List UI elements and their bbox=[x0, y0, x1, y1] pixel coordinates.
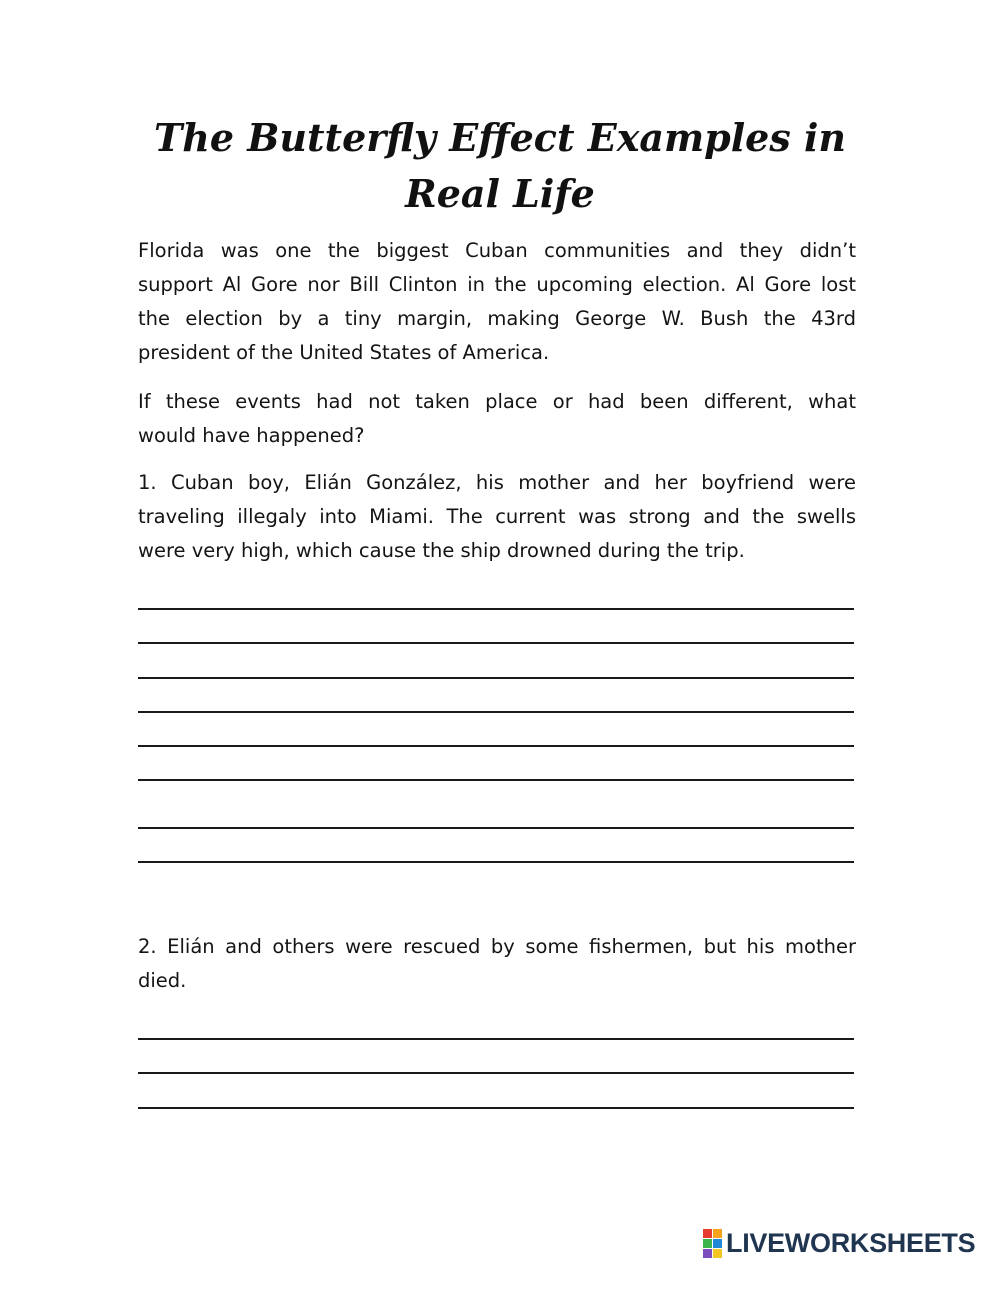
question-1-line: 1. Cuban boy, Elián González, his mother and her boyfriend were bbox=[138, 471, 856, 494]
question-2-line: died. bbox=[138, 969, 187, 992]
worksheet-title-line-1: The Butterfly Effect Examples in bbox=[153, 115, 847, 160]
prompt-paragraph bbox=[138, 385, 856, 453]
answer-line-q1-2[interactable] bbox=[138, 642, 854, 644]
answer-line-q1-6[interactable] bbox=[138, 779, 854, 781]
answer-line-q2-1[interactable] bbox=[138, 1038, 854, 1040]
question-1 bbox=[138, 466, 856, 568]
intro-line: president of the United States of America. bbox=[138, 341, 550, 364]
answer-line-q1-8[interactable] bbox=[138, 861, 854, 863]
intro-line: support Al Gore nor Bill Clinton in the upcoming election. Al Gore lost bbox=[138, 273, 856, 296]
answer-line-q1-5[interactable] bbox=[138, 745, 854, 747]
logo-square bbox=[703, 1239, 712, 1248]
answer-line-q1-7[interactable] bbox=[138, 827, 854, 829]
liveworksheets-logo-icon bbox=[703, 1229, 722, 1258]
liveworksheets-logo bbox=[703, 1228, 975, 1258]
prompt-line: If these events had not taken place or had been different, what bbox=[138, 390, 856, 413]
answer-line-q2-2[interactable] bbox=[138, 1072, 854, 1074]
prompt-line: would have happened? bbox=[138, 424, 365, 447]
answer-line-q1-1[interactable] bbox=[138, 608, 854, 610]
intro-paragraph bbox=[138, 234, 856, 370]
question-2-line: 2. Elián and others were rescued by some fishermen, but his mother bbox=[138, 935, 856, 958]
question-1-line: were very high, which cause the ship drowned during the trip. bbox=[138, 539, 745, 562]
logo-square bbox=[713, 1229, 722, 1238]
worksheet-title-line-2: Real Life bbox=[405, 171, 595, 216]
answer-line-q1-4[interactable] bbox=[138, 711, 854, 713]
logo-square bbox=[703, 1229, 712, 1238]
intro-line: Florida was one the biggest Cuban communities and they didn’t bbox=[138, 239, 856, 262]
logo-square bbox=[703, 1249, 712, 1258]
answer-line-q1-3[interactable] bbox=[138, 677, 854, 679]
question-1-line: traveling illegaly into Miami. The current was strong and the swells bbox=[138, 505, 856, 528]
question-2 bbox=[138, 930, 856, 998]
intro-line: the election by a tiny margin, making George W. Bush the 43rd bbox=[138, 307, 856, 330]
logo-square bbox=[713, 1249, 722, 1258]
logo-square bbox=[713, 1239, 722, 1248]
answer-line-q2-3[interactable] bbox=[138, 1107, 854, 1109]
liveworksheets-logo-text: LIVEWORKSHEETS bbox=[726, 1227, 976, 1258]
